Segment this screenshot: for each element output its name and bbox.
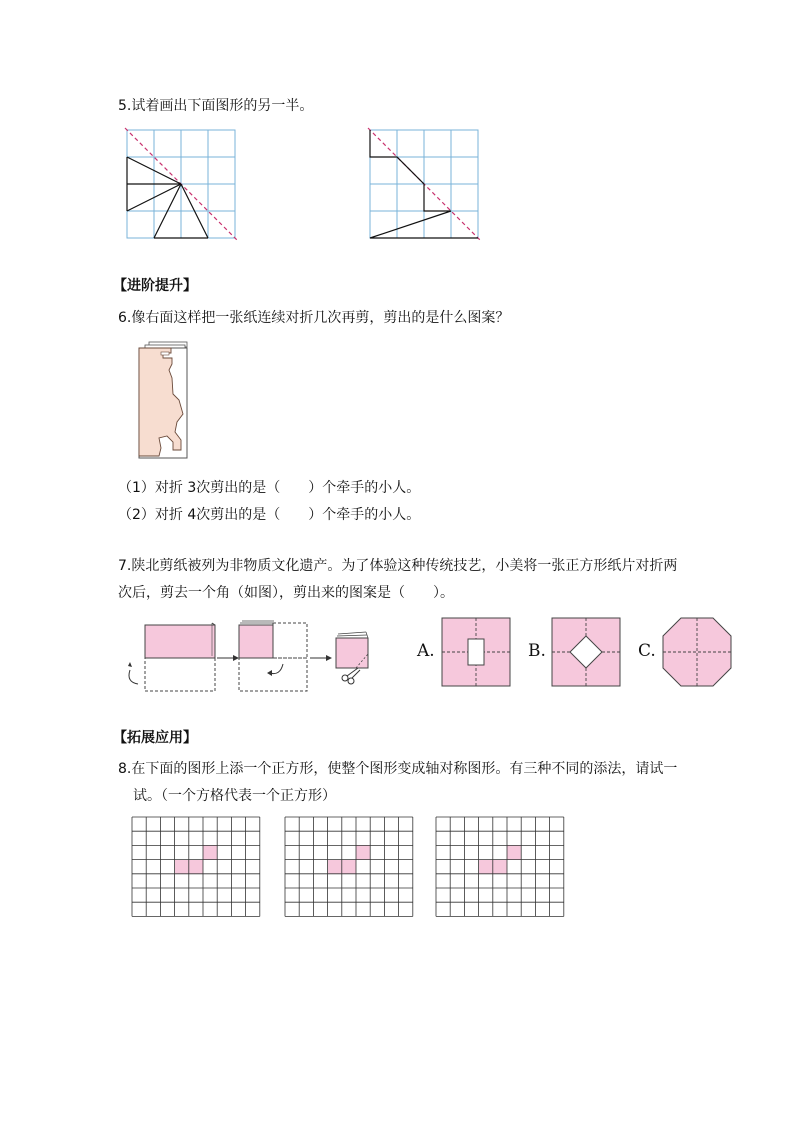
q6-sub1: （1）对折 3次剪出的是（ ）个牵手的小人。 (118, 480, 421, 496)
q7-option-b-figure[interactable] (551, 617, 623, 689)
q7-option-c-figure[interactable] (662, 617, 734, 689)
q6-text: 6.像右面这样把一张纸连续对折几次再剪，剪出的是什么图案？ (118, 310, 510, 326)
q8-line2: 试。（一个方格代表一个正方形） (133, 788, 336, 804)
q8-grid-3[interactable] (435, 816, 567, 918)
shaded-square (175, 860, 189, 874)
q8-grid-2[interactable] (284, 816, 416, 918)
q5-figure-right (365, 125, 485, 245)
q7-option-b-label: B. (528, 641, 546, 661)
q8-line1: 8.在下面的图形上添一个正方形，使整个图形变成轴对称图形。有三种不同的添法，请试一 (118, 761, 678, 777)
q7-folding-steps-figure (112, 618, 372, 698)
shaded-square (507, 845, 521, 859)
shaded-square (493, 860, 507, 874)
q8-grid-1[interactable] (131, 816, 263, 918)
shaded-square (203, 845, 217, 859)
section-title-advanced: 【进阶提升】 (113, 278, 197, 294)
q7-option-c-label: C. (638, 641, 656, 661)
q5-text: 5.试着画出下面图形的另一半。 (118, 98, 314, 114)
shaded-square (342, 860, 356, 874)
shaded-square (189, 860, 203, 874)
q5-figure-left (122, 125, 242, 245)
q7-option-a-label: A. (417, 641, 435, 661)
section-title-extend: 【拓展应用】 (113, 730, 197, 746)
q6-folded-paper-figure (135, 338, 195, 463)
q7-line2: 次后，剪去一个角（如图），剪出来的图案是（ ）。 (118, 585, 454, 601)
q7-line1: 7.陕北剪纸被列为非物质文化遗产。为了体验这种传统技艺，小美将一张正方形纸片对折两 (118, 558, 678, 574)
shaded-square (479, 860, 493, 874)
q6-sub2: （2）对折 4次剪出的是（ ）个牵手的小人。 (118, 507, 421, 523)
shaded-square (328, 860, 342, 874)
shaded-square (356, 845, 370, 859)
q7-option-a-figure[interactable] (441, 617, 513, 689)
